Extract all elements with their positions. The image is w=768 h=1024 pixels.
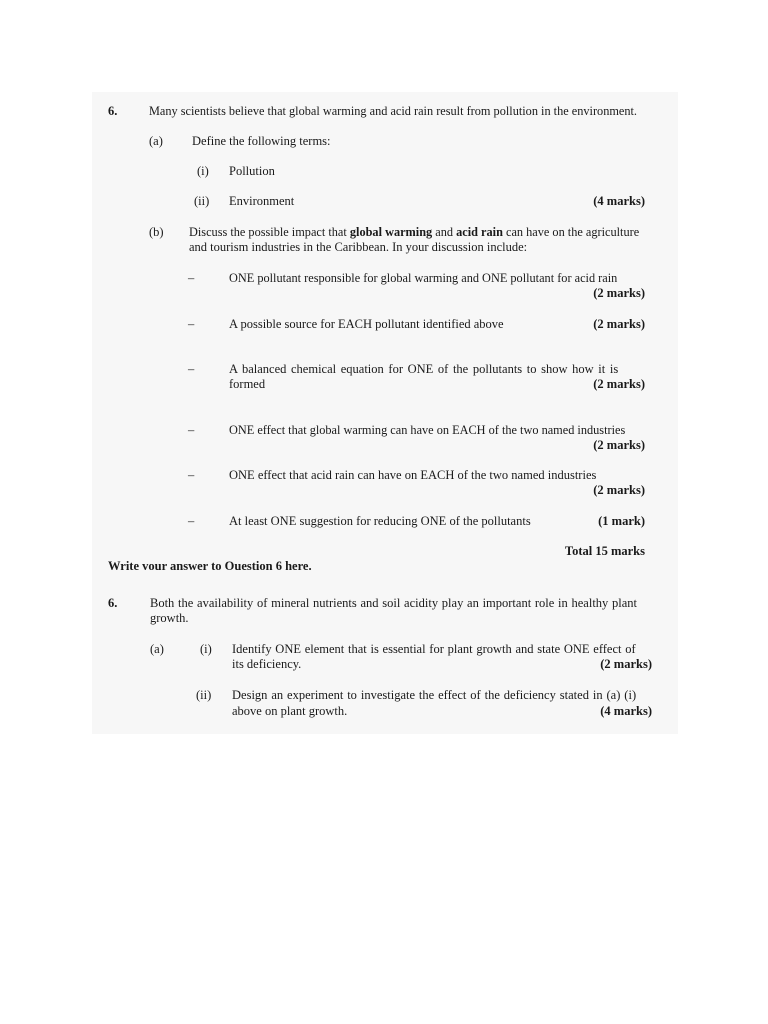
item-text: Environment (229, 194, 295, 208)
question-number: 6. (108, 596, 118, 610)
marks: (1 mark) (598, 514, 645, 528)
item-label: (i) (200, 642, 212, 656)
item-text-line2: its deficiency. (232, 657, 302, 671)
question-intro: Both the availability of mineral nutrients and soil acidity play an important role in healthy plant (150, 596, 638, 610)
bullet-text: ONE pollutant responsible for global warming and ONE pollutant for acid rain (229, 271, 618, 285)
question-intro: Many scientists believe that global warming and acid rain result from pollution in the environment. (149, 104, 638, 118)
question-number: 6. (108, 104, 118, 118)
bullet-text: At least ONE suggestion for reducing ONE of the pollutants (229, 514, 531, 528)
marks: (4 marks) (600, 704, 652, 718)
marks: (2 marks) (593, 286, 645, 300)
marks: (2 marks) (593, 483, 645, 497)
part-a-label: (a) (150, 642, 164, 656)
part-b-label: (b) (149, 225, 164, 239)
dash: – (188, 423, 195, 437)
item-text: Identify ONE element that is essential for plant growth and state ONE effect of (232, 642, 636, 656)
dash: – (188, 271, 195, 285)
bullet-text-line2: formed (229, 377, 266, 391)
dash: – (188, 514, 195, 528)
question-intro-line2: growth. (150, 611, 189, 625)
part-a-prompt: Define the following terms: (192, 134, 331, 148)
marks: (2 marks) (593, 377, 645, 391)
bullet-text: A balanced chemical equation for ONE of the pollutants to show how it is (229, 362, 619, 376)
marks: (2 marks) (593, 317, 645, 331)
bullet-text: ONE effect that acid rain can have on EACH of the two named industries (229, 468, 597, 482)
part-a-label: (a) (149, 134, 163, 148)
part-b-prompt: Discuss the possible impact that global warming and acid rain can have on the agriculture (189, 225, 640, 239)
item-label: (ii) (196, 688, 212, 702)
marks: (2 marks) (593, 438, 645, 452)
total-marks: Total 15 marks (564, 544, 645, 558)
item-text-line2: above on plant growth. (232, 704, 348, 718)
scanned-page (92, 92, 678, 734)
answer-prompt: Write vour answer to Ouestion 6 here. (108, 559, 312, 573)
part-b-prompt-line2: and tourism industries in the Caribbean. In your discussion include: (189, 240, 528, 254)
marks: (4 marks) (593, 194, 645, 208)
marks: (2 marks) (600, 657, 652, 671)
bullet-text: A possible source for EACH pollutant identified above (229, 317, 504, 331)
dash: – (188, 362, 195, 376)
dash: – (188, 468, 195, 482)
dash: – (188, 317, 195, 331)
item-text: Design an experiment to investigate the effect of the deficiency stated in (a) (i) (232, 688, 637, 702)
item-label: (ii) (194, 194, 210, 208)
item-text: Pollution (229, 164, 275, 178)
item-label: (i) (197, 164, 209, 178)
bullet-text: ONE effect that global warming can have on EACH of the two named industries (229, 423, 626, 437)
